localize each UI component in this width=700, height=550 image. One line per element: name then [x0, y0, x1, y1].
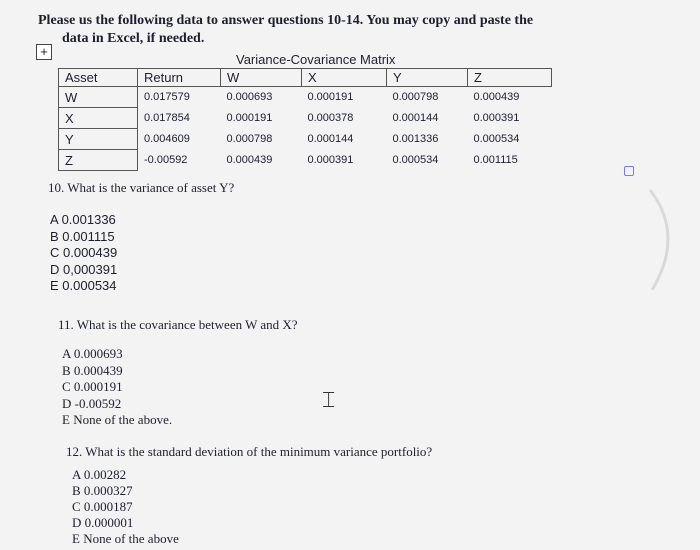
answer-option[interactable]: A 0.00282 — [72, 467, 127, 482]
answer-option[interactable]: D -0.00592 — [62, 395, 122, 411]
cov-cell: 0.000391 — [473, 112, 520, 124]
answer-option[interactable]: D 0,000391 — [50, 261, 118, 277]
variance-covariance-table — [58, 68, 552, 171]
cov-cell: 0.000439 — [473, 91, 520, 104]
table-row — [59, 129, 552, 150]
answer-option[interactable]: B 0.000439 — [62, 362, 123, 378]
cov-cell: 0.000378 — [307, 112, 354, 124]
return-cell: 0.017854 — [144, 112, 190, 124]
column-header: Y — [387, 69, 468, 87]
table-header-row — [59, 69, 552, 87]
cov-cell: 0.000191 — [226, 112, 273, 124]
column-header: X — [302, 69, 387, 87]
answer-option[interactable]: A 0.001336 — [50, 212, 116, 227]
column-header: Asset — [59, 69, 138, 87]
question-11: 11. What is the covariance between W and X? — [58, 317, 298, 332]
asset-cell: X — [59, 108, 138, 129]
cov-cell: 0.000144 — [392, 112, 439, 124]
cov-cell: 0.001336 — [392, 133, 439, 145]
column-header: Z — [468, 69, 552, 87]
question-12: 12. What is the standard deviation of the minimum variance portfolio? — [66, 444, 433, 459]
answer-option[interactable]: A 0.000693 — [62, 346, 123, 361]
asset-cell: Y — [59, 129, 138, 150]
cov-cell: 0.000144 — [307, 133, 354, 145]
table-row — [59, 87, 552, 108]
table-row — [59, 108, 552, 129]
question-11-options — [62, 346, 172, 429]
question-10-options — [50, 212, 117, 295]
cov-cell: 0.000391 — [307, 154, 354, 166]
asset-cell: W — [59, 87, 138, 108]
answer-option[interactable]: B 0.001115 — [50, 228, 115, 244]
column-header: W — [221, 69, 302, 87]
instructions-line-1: Please us the following data to answer questions 10-14. You may copy and paste the — [38, 13, 534, 28]
question-10: 10. What is the variance of asset Y? — [48, 180, 235, 195]
answer-option[interactable]: C 0.000187 — [72, 499, 133, 514]
column-header: Return — [138, 69, 221, 87]
cov-cell: 0.000534 — [473, 133, 520, 145]
instructions — [38, 12, 658, 48]
answer-option[interactable]: C 0.000191 — [62, 379, 123, 394]
cov-cell: 0.001115 — [473, 154, 518, 166]
answer-option[interactable]: E 0.000534 — [50, 278, 117, 293]
cov-cell: 0.000798 — [226, 133, 273, 145]
question-12-options — [72, 467, 179, 547]
matrix-title: Variance-Covariance Matrix — [236, 52, 396, 67]
table-expand-plus-icon[interactable]: + — [36, 44, 52, 60]
answer-option[interactable]: E None of the above. — [62, 412, 173, 427]
cov-cell: 0.000798 — [392, 91, 439, 104]
cov-cell: 0.000191 — [307, 91, 354, 104]
answer-option[interactable]: B 0.000327 — [72, 483, 133, 498]
cov-cell: 0.000693 — [226, 91, 273, 104]
return-cell: 0.004609 — [144, 133, 190, 145]
return-cell: -0.00592 — [144, 154, 188, 166]
page-edge-shadow — [640, 180, 700, 300]
scroll-indicator-icon[interactable] — [624, 166, 634, 176]
cov-cell: 0.000534 — [392, 154, 439, 166]
text-cursor-icon: ⌶ — [322, 388, 336, 413]
instructions-line-2: data in Excel, if needed. — [62, 31, 205, 46]
answer-option[interactable]: C 0.000439 — [50, 245, 118, 260]
cov-cell: 0.000439 — [226, 154, 273, 166]
answer-option[interactable]: D 0.000001 — [72, 515, 134, 530]
table-row — [59, 150, 552, 171]
answer-option[interactable]: E None of the above — [72, 531, 179, 546]
return-cell: 0.017579 — [144, 91, 190, 104]
asset-cell: Z — [59, 150, 138, 171]
